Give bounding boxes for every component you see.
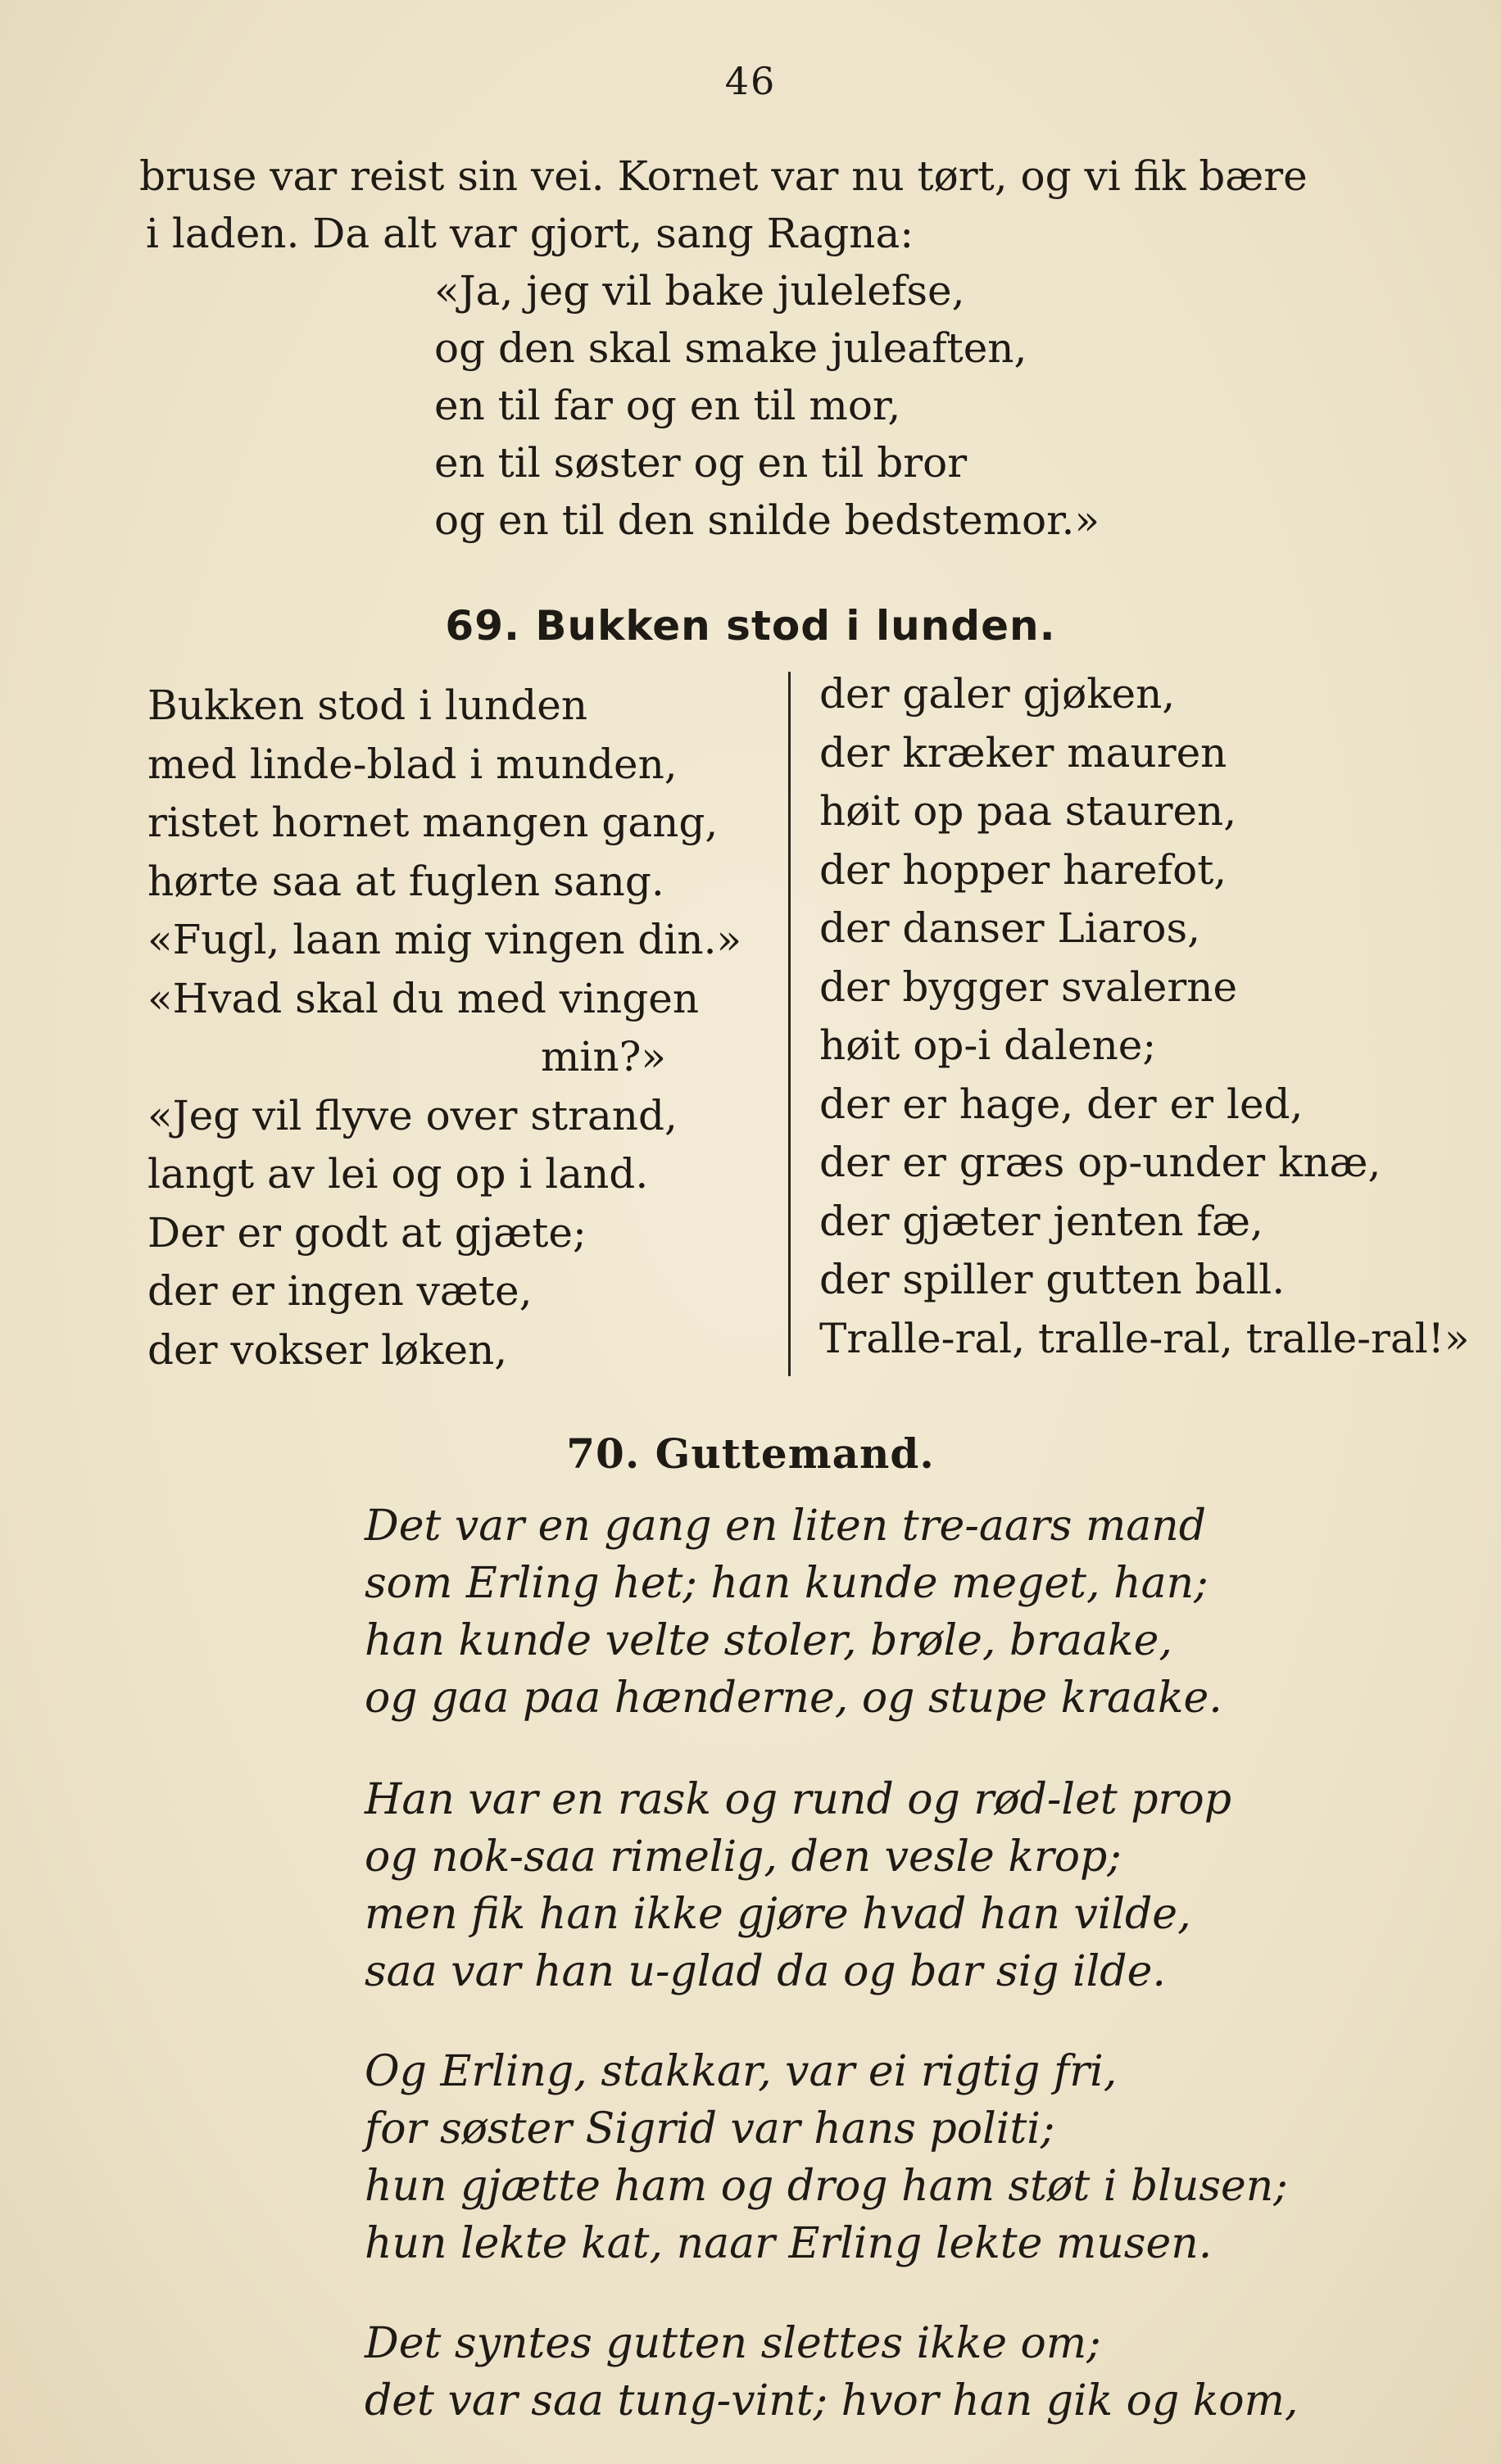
verse-line: der galer gjøken, bbox=[819, 670, 1176, 718]
verse-line: langt av lei og op i land. bbox=[147, 1150, 649, 1198]
verse-line: høit op paa stauren, bbox=[819, 787, 1237, 835]
verse-line: som Erling het; han kunde meget, han; bbox=[365, 1559, 1209, 1608]
verse-line: der gjæter jenten fæ, bbox=[819, 1197, 1263, 1245]
verse-line: der er ingen væte, bbox=[147, 1267, 533, 1315]
verse-line: en til far og en til mor, bbox=[434, 382, 901, 429]
verse-line: saa var han u-glad da og bar sig ilde. bbox=[365, 1947, 1166, 1996]
verse-line: der bygger svalerne bbox=[819, 962, 1238, 1011]
poem-left-column bbox=[147, 677, 787, 1379]
verse-line: for søster Sigrid var hans politi; bbox=[365, 2104, 1055, 2154]
verse-line: der er hage, der er led, bbox=[819, 1080, 1304, 1128]
verse-line: der vokser løken, bbox=[147, 1325, 508, 1374]
verse-line: Bukken stod i lunden bbox=[147, 682, 588, 729]
verse-line: en til søster og en til bror bbox=[434, 439, 968, 487]
verse-line: med linde-blad i munden, bbox=[147, 740, 678, 788]
column-divider bbox=[788, 672, 791, 1376]
stanza bbox=[365, 1497, 1389, 1727]
page-number: 46 bbox=[724, 59, 777, 103]
verse-line: «Jeg vil flyve over strand, bbox=[147, 1091, 678, 1139]
prose-line: bruse var reist sin vei. Kornet var nu tørt, og vi fik bære bbox=[139, 152, 1308, 200]
verse-line: «Hvad skal du med vingen bbox=[147, 974, 700, 1022]
verse-line: Tralle-ral, tralle-ral, tralle-ral!» bbox=[819, 1314, 1470, 1362]
verse-line: Og Erling, stakkar, var ei rigtig fri, bbox=[365, 2047, 1118, 2096]
verse-line: Det var en gang en liten tre-aars mand bbox=[365, 1502, 1207, 1551]
verse-line: min?» bbox=[541, 1033, 667, 1080]
section-heading-70: 70. Guttemand. bbox=[566, 1429, 935, 1478]
verse-line: han kunde velte stoler, brøle, braake, bbox=[365, 1616, 1172, 1665]
verse-line: og gaa paa hænderne, og stupe kraake. bbox=[365, 1674, 1222, 1723]
verse-line: det var saa tung-vint; hvor han gik og kom, bbox=[365, 2376, 1299, 2426]
section-heading-69: 69. Bukken stod i lunden. bbox=[445, 602, 1056, 650]
verse-line: der er græs op-under knæ, bbox=[819, 1139, 1381, 1186]
verse-line: hun gjætte ham og drog ham støt i blusen; bbox=[365, 2162, 1288, 2211]
verse-line: «Ja, jeg vil bake julelefse, bbox=[434, 267, 965, 315]
verse-line: høit op-i dalene; bbox=[819, 1021, 1157, 1069]
verse-line: ristet hornet mangen gang, bbox=[147, 799, 719, 846]
stanza bbox=[365, 2315, 1389, 2430]
verse-line: der kræker mauren bbox=[819, 728, 1227, 777]
verse-line: hørte saa at fuglen sang. bbox=[147, 857, 664, 905]
verse-line: hun lekte kat, naar Erling lekte musen. bbox=[365, 2219, 1213, 2268]
intro-text bbox=[139, 147, 1417, 549]
verse-line: Der er godt at gjæte; bbox=[147, 1208, 587, 1257]
poem-right-column bbox=[819, 665, 1470, 1368]
verse-line: og den skal smake juleaften, bbox=[434, 324, 1027, 372]
verse-line: men fik han ikke gjøre hvad han vilde, bbox=[365, 1890, 1191, 1939]
verse-line: der spiller gutten ball. bbox=[819, 1256, 1286, 1303]
stanza bbox=[365, 2043, 1389, 2272]
verse-line: der danser Liaros, bbox=[819, 904, 1201, 952]
prose-line: i laden. Da alt var gjort, sang Ragna: bbox=[146, 210, 914, 257]
verse-line: der hopper harefot, bbox=[819, 845, 1227, 894]
stanza bbox=[365, 1771, 1389, 2000]
verse-line: Det syntes gutten slettes ikke om; bbox=[365, 2319, 1101, 2368]
verse-line: og nok-saa rimelig, den vesle krop; bbox=[365, 1832, 1122, 1882]
verse-line: «Fugl, laan mig vingen din.» bbox=[147, 916, 742, 963]
verse-line: og en til den snilde bedstemor.» bbox=[434, 496, 1100, 544]
verse-line: Han var en rask og rund og rød-let prop bbox=[365, 1775, 1232, 1824]
